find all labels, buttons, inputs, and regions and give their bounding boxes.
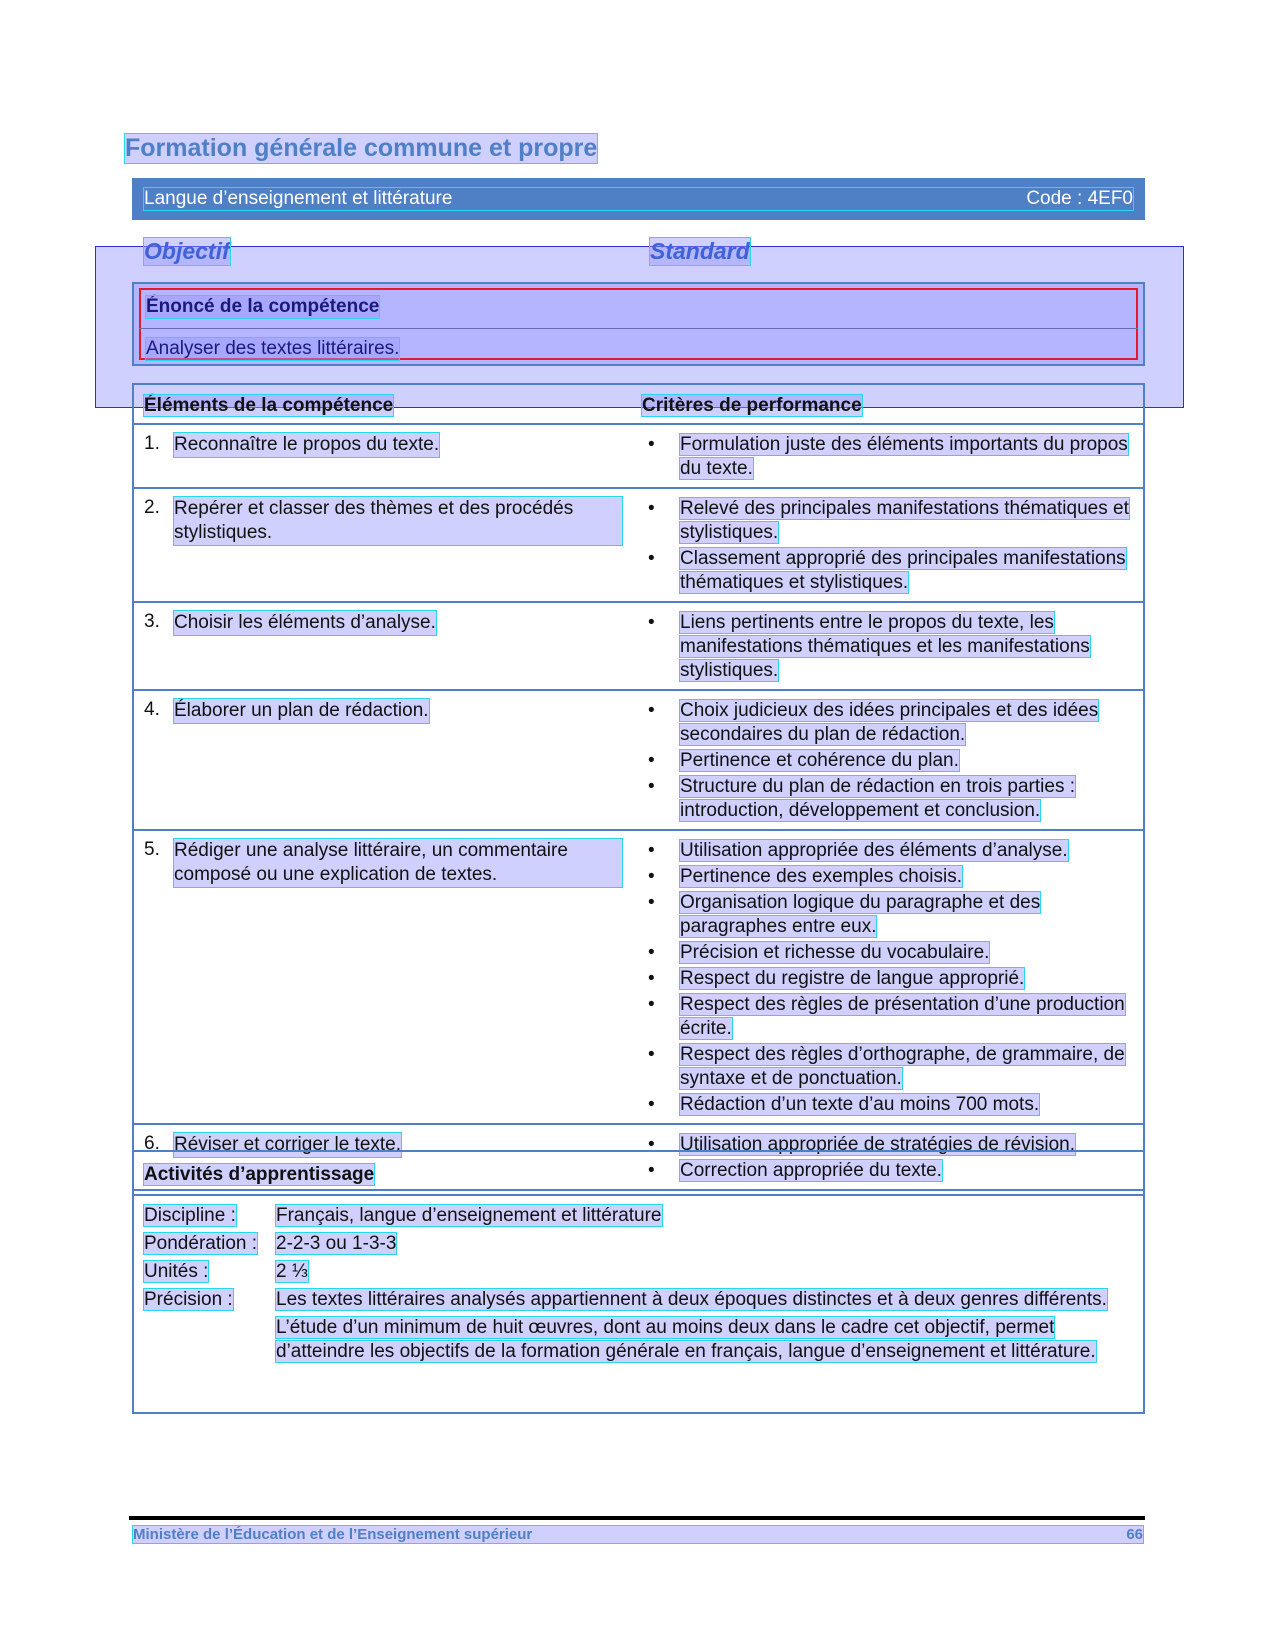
critere-item bbox=[642, 611, 1133, 683]
critere-item bbox=[642, 433, 1133, 481]
criteres-cell bbox=[632, 830, 1144, 1124]
standard-heading: Standard bbox=[650, 238, 750, 264]
course-header-bar bbox=[132, 178, 1145, 220]
activites-title: Activités d’apprentissage bbox=[134, 1152, 1143, 1196]
critere-text: Rédaction d’un texte d’au moins 700 mots. bbox=[680, 1094, 1040, 1115]
col-header-elements: Éléments de la compétence bbox=[144, 395, 394, 416]
unites-label: Unités : bbox=[144, 1261, 209, 1282]
bullet-icon: • bbox=[648, 892, 655, 913]
activites-box bbox=[132, 1150, 1145, 1414]
element-cell bbox=[133, 830, 632, 1124]
unites-value: 2 ⅓ bbox=[276, 1261, 308, 1282]
critere-item bbox=[642, 699, 1133, 747]
bullet-icon: • bbox=[648, 612, 655, 633]
element-item bbox=[144, 839, 622, 887]
element-item bbox=[144, 611, 622, 635]
precision-row bbox=[134, 1288, 1143, 1368]
bullet-icon: • bbox=[648, 1134, 655, 1155]
element-item bbox=[144, 699, 622, 723]
critere-item bbox=[642, 967, 1133, 991]
critere-text: Correction appropriée du texte. bbox=[680, 1160, 942, 1181]
enonce-text: Analyser des textes littéraires. bbox=[146, 338, 400, 359]
bullet-icon: • bbox=[648, 866, 655, 887]
critere-text: Structure du plan de rédaction en trois parties : introduction, développement et conclusion. bbox=[680, 776, 1076, 821]
element-cell bbox=[133, 488, 632, 602]
col-header-criteres: Critères de performance bbox=[642, 395, 862, 416]
element-text: Élaborer un plan de rédaction. bbox=[174, 700, 429, 721]
competence-row bbox=[133, 602, 1144, 690]
element-text: Choisir les éléments d’analyse. bbox=[174, 612, 436, 633]
critere-text: Classement approprié des principales manifestations thématiques et stylistiques. bbox=[680, 548, 1126, 593]
bullet-icon: • bbox=[648, 548, 655, 569]
critere-item bbox=[642, 839, 1133, 863]
critere-text: Respect du registre de langue approprié. bbox=[680, 968, 1025, 989]
critere-item bbox=[642, 775, 1133, 823]
bullet-icon: • bbox=[648, 840, 655, 861]
critere-text: Précision et richesse du vocabulaire. bbox=[680, 942, 990, 963]
critere-text: Choix judicieux des idées principales et des idées secondaires du plan de rédaction. bbox=[680, 700, 1099, 745]
discipline-label: Discipline : bbox=[144, 1205, 236, 1226]
critere-item bbox=[642, 497, 1133, 545]
bullet-icon: • bbox=[648, 1044, 655, 1065]
critere-text: Relevé des principales manifestations thématiques et stylistiques. bbox=[680, 498, 1129, 543]
competence-row bbox=[133, 424, 1144, 488]
element-number: 3. bbox=[144, 611, 160, 632]
critere-item bbox=[642, 941, 1133, 965]
criteres-list bbox=[642, 839, 1133, 1117]
element-number: 2. bbox=[144, 497, 160, 518]
bullet-icon: • bbox=[648, 776, 655, 797]
critere-text: Pertinence des exemples choisis. bbox=[680, 866, 962, 887]
footer-ministry: Ministère de l’Éducation et de l’Enseignement supérieur bbox=[133, 1526, 533, 1543]
critere-text: Liens pertinents entre le propos du texte, les manifestations thématiques et les manifestations stylistiques. bbox=[680, 612, 1090, 681]
unites-row bbox=[134, 1260, 1143, 1284]
element-text: Rédiger une analyse littéraire, un commentaire composé ou une explication de textes. bbox=[174, 839, 622, 887]
objectif-heading: Objectif bbox=[144, 238, 230, 264]
element-text: Reconnaître le propos du texte. bbox=[174, 434, 440, 455]
bullet-icon: • bbox=[648, 498, 655, 519]
element-cell bbox=[133, 602, 632, 690]
precision-text-1: Les textes littéraires analysés appartiennent à deux époques distinctes et à deux genres différents. bbox=[276, 1289, 1107, 1310]
critere-text: Utilisation appropriée des éléments d’analyse. bbox=[680, 840, 1068, 861]
bullet-icon: • bbox=[648, 700, 655, 721]
critere-text: Respect des règles d’orthographe, de grammaire, de syntaxe et de ponctuation. bbox=[680, 1044, 1125, 1089]
element-item bbox=[144, 433, 622, 457]
criteres-cell bbox=[632, 488, 1144, 602]
element-number: 4. bbox=[144, 699, 160, 720]
element-number: 5. bbox=[144, 839, 160, 860]
course-code: Code : 4EF0 bbox=[1026, 188, 1133, 209]
competence-row bbox=[133, 690, 1144, 830]
criteres-list bbox=[642, 497, 1133, 595]
criteres-list bbox=[642, 611, 1133, 683]
bullet-icon: • bbox=[648, 1094, 655, 1115]
element-text: Repérer et classer des thèmes et des procédés stylistiques. bbox=[174, 497, 622, 545]
competence-row bbox=[133, 830, 1144, 1124]
precision-text-2: L’étude d’un minimum de huit œuvres, dont au moins deux dans le cadre cet objectif, permet d’atteindre les objectifs de la formation générale en français, langue d’enseignement et littérature. bbox=[276, 1317, 1096, 1362]
criteres-list bbox=[642, 699, 1133, 823]
ponderation-row bbox=[134, 1232, 1143, 1256]
bullet-icon: • bbox=[648, 994, 655, 1015]
precision-label: Précision : bbox=[144, 1289, 233, 1310]
criteres-cell bbox=[632, 424, 1144, 488]
element-item bbox=[144, 497, 622, 545]
enonce-label: Énoncé de la compétence bbox=[146, 296, 380, 317]
page-title: Formation générale commune et propre bbox=[125, 134, 598, 162]
bullet-icon: • bbox=[648, 1160, 655, 1181]
discipline-row bbox=[134, 1204, 1143, 1228]
bullet-icon: • bbox=[648, 750, 655, 771]
competence-table bbox=[132, 383, 1145, 1191]
enonce-box bbox=[132, 282, 1145, 366]
critere-item bbox=[642, 547, 1133, 595]
critere-item bbox=[642, 1093, 1133, 1117]
critere-item bbox=[642, 891, 1133, 939]
bullet-icon: • bbox=[648, 942, 655, 963]
bullet-icon: • bbox=[648, 968, 655, 989]
critere-item bbox=[642, 749, 1133, 773]
criteres-list bbox=[642, 433, 1133, 481]
element-number: 6. bbox=[144, 1133, 160, 1154]
ponderation-value: 2-2-3 ou 1-3-3 bbox=[276, 1233, 397, 1254]
ponderation-label: Pondération : bbox=[144, 1233, 258, 1254]
bullet-icon: • bbox=[648, 434, 655, 455]
element-cell bbox=[133, 690, 632, 830]
critere-item bbox=[642, 1043, 1133, 1091]
page-number: 66 bbox=[1126, 1526, 1143, 1543]
enonce-divider bbox=[139, 328, 1138, 329]
discipline-value: Français, langue d’enseignement et littérature bbox=[276, 1205, 662, 1226]
critere-text: Pertinence et cohérence du plan. bbox=[680, 750, 959, 771]
criteres-cell bbox=[632, 602, 1144, 690]
course-name: Langue d’enseignement et littérature bbox=[144, 188, 453, 209]
footer-rule bbox=[129, 1516, 1145, 1520]
element-cell bbox=[133, 424, 632, 488]
page-footer bbox=[133, 1526, 1143, 1543]
critere-text: Organisation logique du paragraphe et des paragraphes entre eux. bbox=[680, 892, 1041, 937]
critere-text: Respect des règles de présentation d’une production écrite. bbox=[680, 994, 1125, 1039]
element-number: 1. bbox=[144, 433, 160, 454]
critere-item bbox=[642, 993, 1133, 1041]
critere-text: Formulation juste des éléments importants du propos du texte. bbox=[680, 434, 1128, 479]
critere-item bbox=[642, 865, 1133, 889]
element-text: Réviser et corriger le texte. bbox=[174, 1134, 402, 1155]
competence-row bbox=[133, 488, 1144, 602]
critere-text: Utilisation appropriée de stratégies de révision. bbox=[680, 1134, 1075, 1155]
criteres-cell bbox=[632, 690, 1144, 830]
